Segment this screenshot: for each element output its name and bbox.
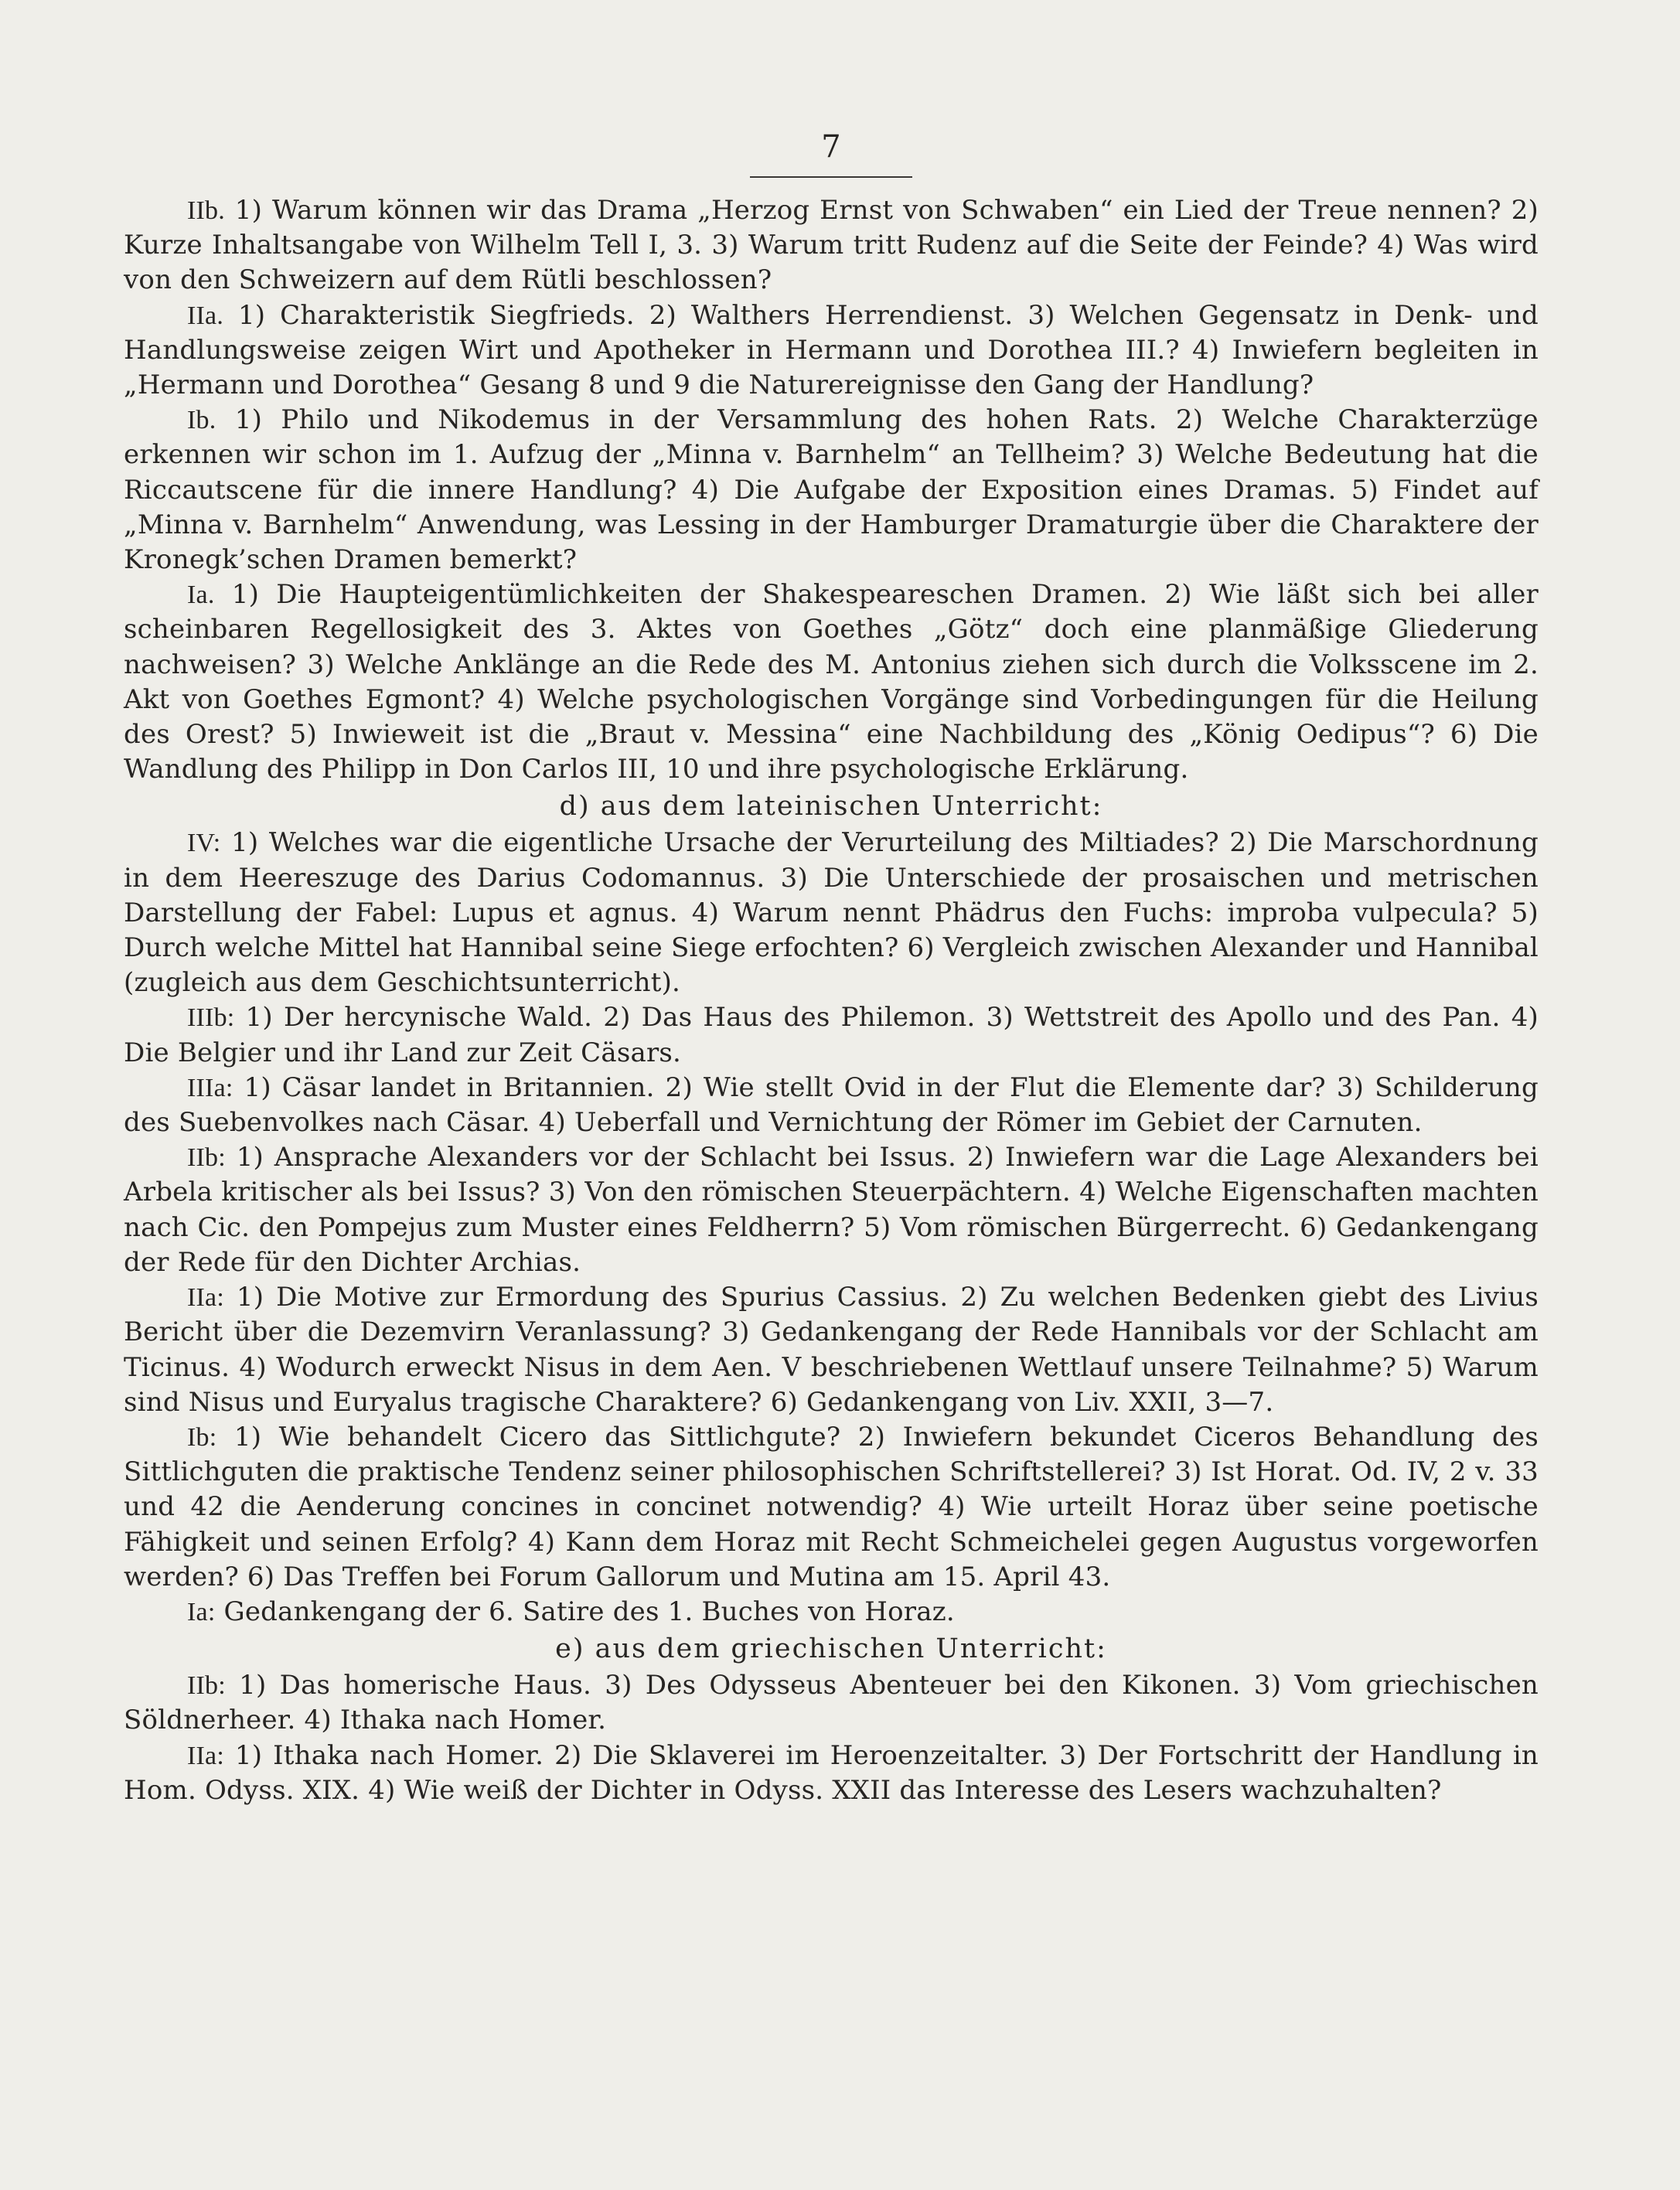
section-latin xyxy=(124,788,1539,1630)
class-label: Ia. xyxy=(187,581,215,610)
paragraph-iib-greek xyxy=(124,1668,1539,1738)
paragraph-text: Gedankengang der 6. Satire des 1. Buches von Horaz. xyxy=(215,1596,955,1627)
paragraph-text: 1) Ansprache Alexanders vor der Schlacht bei Issus. 2) Inwiefern war die Lage Alexanders bei Arbela kritischer als bei Issus? 3) Von den römischen Steuerpächtern. 4) Welche Eigenschaften machten nach Cic. den Pompejus zum Muster eines Feldherrn? 5) Vom römischen Bürgerrecht. 6) Gedankengang der Rede für den Dichter Archias. xyxy=(124,1142,1539,1278)
class-label: Ia: xyxy=(187,1597,216,1626)
class-label: IIa. xyxy=(187,301,224,330)
paragraph-text: 1) Die Haupteigentümlichkeiten der Shakespeareschen Dramen. 2) Wie läßt sich bei aller scheinbaren Regellosigkeit des 3. Aktes von Goethes „Götz“ doch eine planmäßige Gliederung nachweisen? 3) Welche Anklänge an die Rede des M. Antonius ziehen sich durch die Volksscene im 2. Akt von Goethes Egmont? 4) Welche psychologischen Vorgänge sind Vorbedingungen für die Heilung des Orest? 5) Inwieweit ist die „Braut v. Messina“ eine Nachbildung des „König Oedipus“? 6) Die Wandlung des Philipp in Don Carlos III, 10 und ihre psychologische Erklärung. xyxy=(124,579,1539,785)
class-label: IIa: xyxy=(187,1741,224,1770)
paragraph-text: 1) Wie behandelt Cicero das Sittlichgute? 2) Inwiefern bekundet Ciceros Behandlung des Sittlichguten die praktische Tendenz seiner philosophischen Schriftstellerei? 3) Ist Horat. Od. IV, 2 v. 33 und 42 die Aenderung concines in concinet notwendig? 4) Wie urteilt Horaz über seine poetische Fähigkeit und seinen Erfolg? 4) Kann dem Horaz mit Recht Schmeichelei gegen Augustus vorgeworfen werden? 6) Das Treffen bei Forum Gallorum und Mutina am 15. April 43. xyxy=(124,1421,1539,1592)
class-label: IIa: xyxy=(187,1283,224,1313)
header-rule xyxy=(750,176,912,178)
class-label: Ib: xyxy=(187,1422,217,1452)
paragraph-text: 1) Philo und Nikodemus in der Versammlung des hohen Rats. 2) Welche Charakterzüge erkennen wir schon im 1. Aufzug der „Minna v. Barnhelm“ an Tellheim? 3) Welche Bedeutung hat die Riccautscene für die innere Handlung? 4) Die Aufgabe der Exposition eines Dramas. 5) Findet auf „Minna v. Barnhelm“ Anwendung, was Lessing in der Hamburger Dramaturgie über die Charaktere der Kronegk’schen Dramen bemerkt? xyxy=(124,404,1539,576)
paragraph-iiia xyxy=(124,1071,1539,1140)
paragraph-text: 1) Warum können wir das Drama „Herzog Ernst von Schwaben“ ein Lied der Treue nennen? 2) Kurze Inhaltsangabe von Wilhelm Tell I, 3. 3) Warum tritt Rudenz auf die Seite der Feinde? 4) Was wird von den Schweizern auf dem Rütli beschlossen? xyxy=(124,195,1539,296)
paragraph-ib xyxy=(124,403,1539,577)
class-label: IIIb: xyxy=(187,1003,235,1033)
section-greek xyxy=(124,1631,1539,1808)
paragraph-text: 1) Charakteristik Siegfrieds. 2) Walthers Herrendienst. 3) Welchen Gegensatz in Denk- und Handlungsweise zeigen Wirt und Apotheker in Hermann und Dorothea III.? 4) Inwiefern begleiten in „Hermann und Dorothea“ Gesang 8 und 9 die Naturereignisse den Gang der Handlung? xyxy=(124,299,1539,401)
paragraph-iv xyxy=(124,826,1539,1000)
paragraph-text: 1) Cäsar landet in Britannien. 2) Wie stellt Ovid in der Flut die Elemente dar? 3) Schilderung des Suebenvolkes nach Cäsar. 4) Ueberfall und Vernichtung der Römer im Gebiet der Carnuten. xyxy=(124,1071,1539,1139)
paragraph-iia-latin xyxy=(124,1280,1539,1420)
class-label: IIb. xyxy=(187,196,225,225)
paragraph-ia xyxy=(124,577,1539,787)
class-label: IIIa: xyxy=(187,1073,233,1102)
section-heading-greek: e) aus dem griechischen Unterricht: xyxy=(555,1633,1107,1665)
paragraph-iib xyxy=(124,193,1539,298)
paragraph-iib-latin xyxy=(124,1140,1539,1280)
document-page xyxy=(124,131,1539,1808)
paragraph-ia-latin xyxy=(124,1595,1539,1630)
paragraph-ib-latin xyxy=(124,1420,1539,1595)
class-label: Ib. xyxy=(187,406,216,435)
section-heading-latin: d) aus dem lateinischen Unterricht: xyxy=(559,791,1103,823)
class-label: IIb: xyxy=(187,1671,226,1701)
paragraph-iia xyxy=(124,298,1539,404)
class-label: IV: xyxy=(187,829,221,858)
paragraph-iia-greek xyxy=(124,1739,1539,1808)
paragraph-text: 1) Ithaka nach Homer. 2) Die Sklaverei im Heroenzeitalter. 3) Der Fortschritt der Handlung in Hom. Odyss. XIX. 4) Wie weiß der Dichter in Odyss. XXII das Interesse des Lesers wachzuhalten? xyxy=(124,1739,1539,1806)
paragraph-text: 1) Die Motive zur Ermordung des Spurius Cassius. 2) Zu welchen Bedenken giebt des Livius Bericht über die Dezemvirn Veranlassung? 3) Gedankengang der Rede Hannibals vor der Schlacht am Ticinus. 4) Wodurch erweckt Nisus in dem Aen. V beschriebenen Wettlauf unsere Teilnahme? 5) Warum sind Nisus und Euryalus tragische Charaktere? 6) Gedankengang von Liv. XXII, 3—7. xyxy=(124,1282,1539,1418)
paragraph-text: 1) Der hercynische Wald. 2) Das Haus des Philemon. 3) Wettstreit des Apollo und des Pan. 4) Die Belgier und ihr Land zur Zeit Cäsars. xyxy=(124,1002,1539,1068)
page-number: 7 xyxy=(821,129,841,165)
class-label: IIb: xyxy=(187,1143,226,1173)
paragraph-iiib xyxy=(124,1000,1539,1070)
paragraph-text: 1) Das homerische Haus. 3) Des Odysseus Abenteuer bei den Kikonen. 3) Vom griechischen Söldnerheer. 4) Ithaka nach Homer. xyxy=(124,1670,1539,1736)
section-german xyxy=(124,193,1539,787)
paragraph-text: 1) Welches war die eigentliche Ursache der Verurteilung des Miltiades? 2) Die Marschordnung in dem Heereszuge des Darius Codomannus. 3) Die Unterschiede der prosaischen und metrischen Darstellung der Fabel: Lupus et agnus. 4) Warum nennt Phädrus den Fuchs: improba vulpecula? 5) Durch welche Mittel hat Hannibal seine Siege erfochten? 6) Vergleich zwischen Alexander und Hannibal (zugleich aus dem Geschichtsunterricht). xyxy=(124,827,1539,999)
